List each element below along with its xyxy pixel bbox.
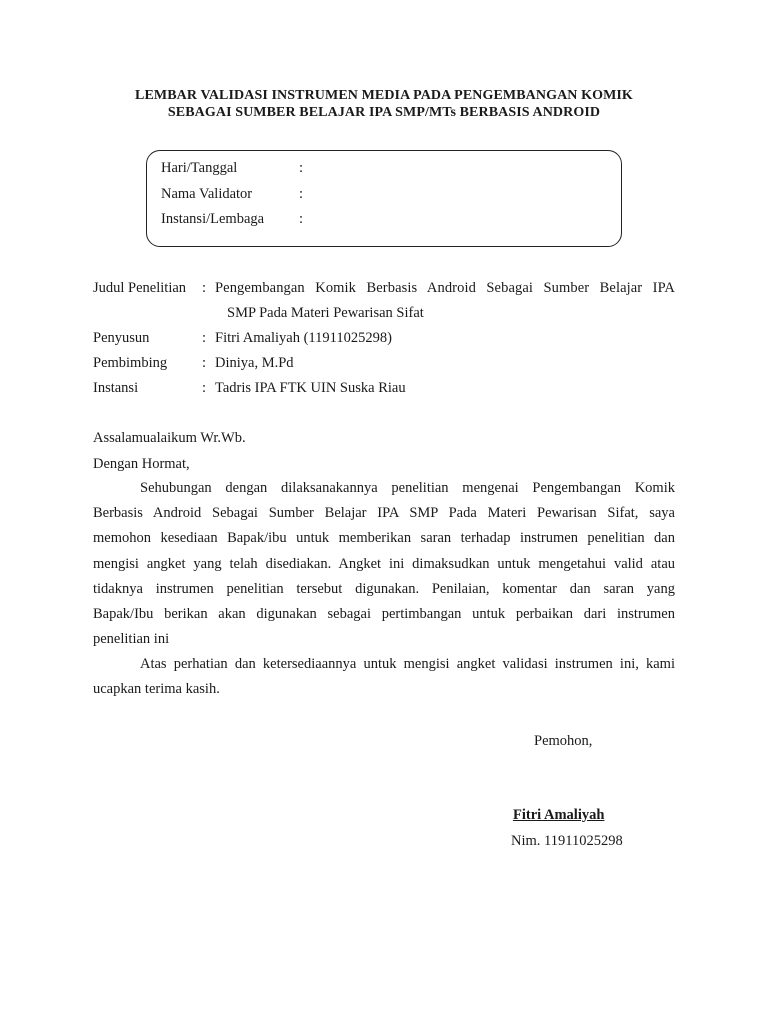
document-title [0, 87, 768, 121]
info-row-nama-validator [161, 185, 303, 203]
info-label: Nama Validator [161, 186, 253, 202]
letter-paragraph-1 [93, 476, 675, 652]
meta-colon: : [202, 355, 207, 371]
meta-value: Fitri Amaliyah (11911025298) [215, 330, 392, 346]
meta-colon: : [202, 330, 207, 346]
paragraph-line: mengisi angket yang telah disediakan. Angket ini dimaksudkan untuk mengetahui valid atau [93, 555, 675, 572]
info-label: Hari/Tanggal [161, 160, 238, 176]
paragraph-line: memohon kesediaan Bapak/ibu untuk memberikan saran terhadap instrumen penelitian dan [93, 530, 675, 547]
paragraph-line: Bapak/Ibu berikan akan digunakan sebagai pertimbangan untuk perbaikan dari instrumen [93, 606, 675, 623]
meta-label: Judul Penelitian [93, 280, 187, 296]
paragraph-line: Sehubungan dengan dilaksanakannya penelitian mengenai Pengembangan Komik [140, 480, 675, 496]
info-colon: : [299, 186, 304, 202]
meta-value-continued: SMP Pada Materi Pewarisan Sifat [227, 305, 424, 321]
signature-name: Fitri Amaliyah [513, 807, 605, 823]
paragraph-line: penelitian ini [93, 631, 170, 648]
info-row-hari-tanggal [161, 159, 303, 177]
meta-value: Diniya, M.Pd [215, 355, 294, 371]
title-line-1: LEMBAR VALIDASI INSTRUMEN MEDIA PADA PENGEMBANGAN KOMIK [135, 88, 633, 103]
letter-paragraph-2 [93, 652, 675, 702]
validator-info-box [146, 150, 622, 247]
info-label: Instansi/Lembaga [161, 211, 265, 227]
meta-label: Instansi [93, 380, 139, 396]
signature-nim: Nim. 11911025298 [511, 833, 623, 849]
info-colon: : [299, 211, 304, 227]
salutation: Dengan Hormat, [93, 456, 190, 472]
paragraph-line: Atas perhatian dan ketersediaannya untuk mengisi angket validasi instrumen ini, kami [140, 656, 675, 672]
meta-colon: : [202, 280, 207, 296]
paragraph-line: tidaknya instrumen penelitian tersebut digunakan. Penilaian, komentar dan saran yang [93, 580, 675, 597]
meta-value: Tadris IPA FTK UIN Suska Riau [215, 380, 406, 396]
meta-label: Penyusun [93, 330, 150, 346]
info-colon: : [299, 160, 304, 176]
meta-label: Pembimbing [93, 355, 168, 371]
paragraph-line: Berbasis Android Sebagai Sumber Belajar IPA SMP Pada Materi Pewarisan Sifat, saya [93, 505, 675, 522]
meta-value: Pengembangan Komik Berbasis Android Sebagai Sumber Belajar IPA [215, 280, 675, 296]
paragraph-line: ucapkan terima kasih. [93, 681, 220, 698]
greeting: Assalamualaikum Wr.Wb. [93, 430, 246, 446]
info-row-instansi-lembaga [161, 210, 303, 228]
title-line-2: SEBAGAI SUMBER BELAJAR IPA SMP/MTs BERBASIS ANDROID [167, 105, 601, 120]
signature-closing: Pemohon, [534, 733, 593, 749]
meta-colon: : [202, 380, 207, 396]
